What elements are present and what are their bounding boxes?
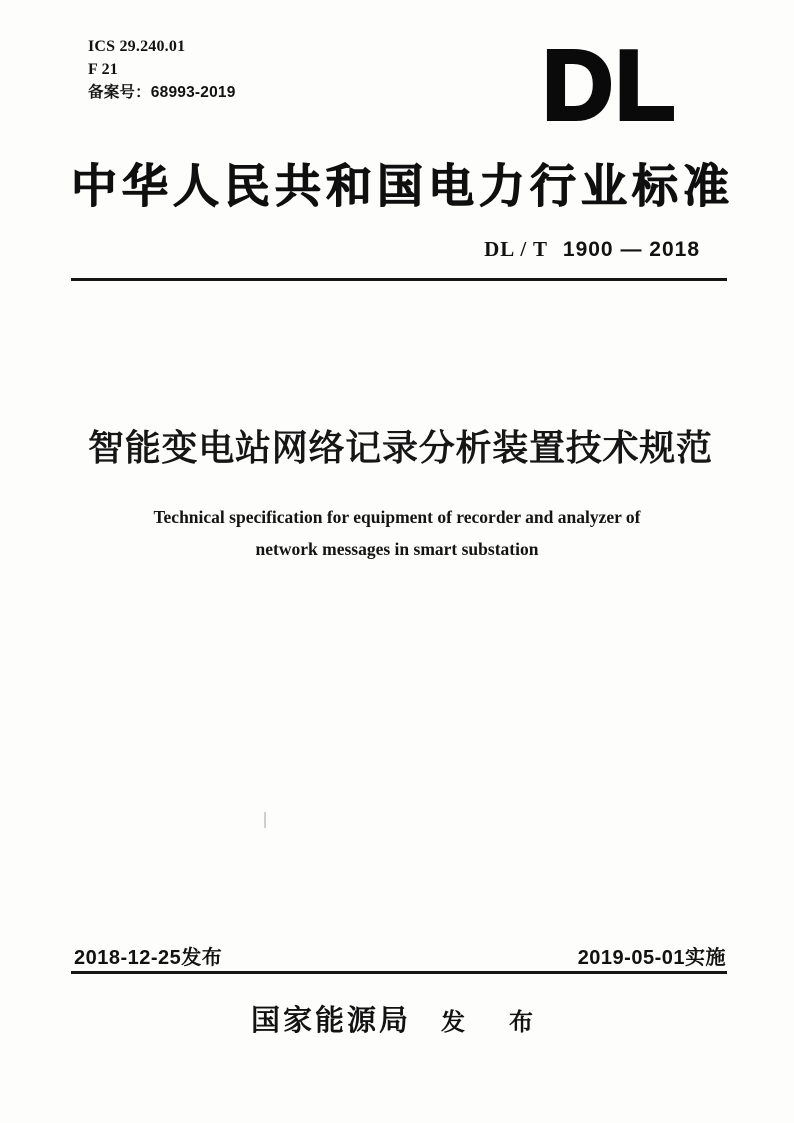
document-title-english-line2: network messages in smart substation xyxy=(255,538,539,559)
publish-label: 发 布 xyxy=(441,1009,543,1036)
scan-artifact xyxy=(264,812,266,828)
implementation-date: 2019-05-01实施 xyxy=(577,947,726,969)
document-title-english xyxy=(50,502,744,565)
publisher-name: 国家能源局 xyxy=(250,1005,411,1037)
document-title-chinese: 智能变电站网络记录分析装置技术规范 xyxy=(88,427,712,468)
standard-number-value: 1900 — 2018 xyxy=(562,238,700,261)
standard-number xyxy=(484,237,700,262)
dl-logo: DL xyxy=(542,30,677,140)
record-number: 备案号：68993-2019 xyxy=(88,84,236,101)
standard-header-title: 中华人民共和国电力行业标准 xyxy=(71,160,729,212)
document-title-english-line1: Technical specification for equipment of recorder and analyzer of xyxy=(153,507,641,527)
registration-meta-block xyxy=(88,35,236,104)
ics-code: ICS 29.240.01 xyxy=(88,38,186,55)
publisher-row xyxy=(0,998,794,1039)
issue-date: 2018-12-25发布 xyxy=(74,947,223,969)
classification-code: F 21 xyxy=(88,61,118,78)
standard-number-prefix: DL / T xyxy=(484,237,549,261)
top-divider-rule xyxy=(71,278,727,281)
bottom-divider-rule xyxy=(71,971,727,974)
